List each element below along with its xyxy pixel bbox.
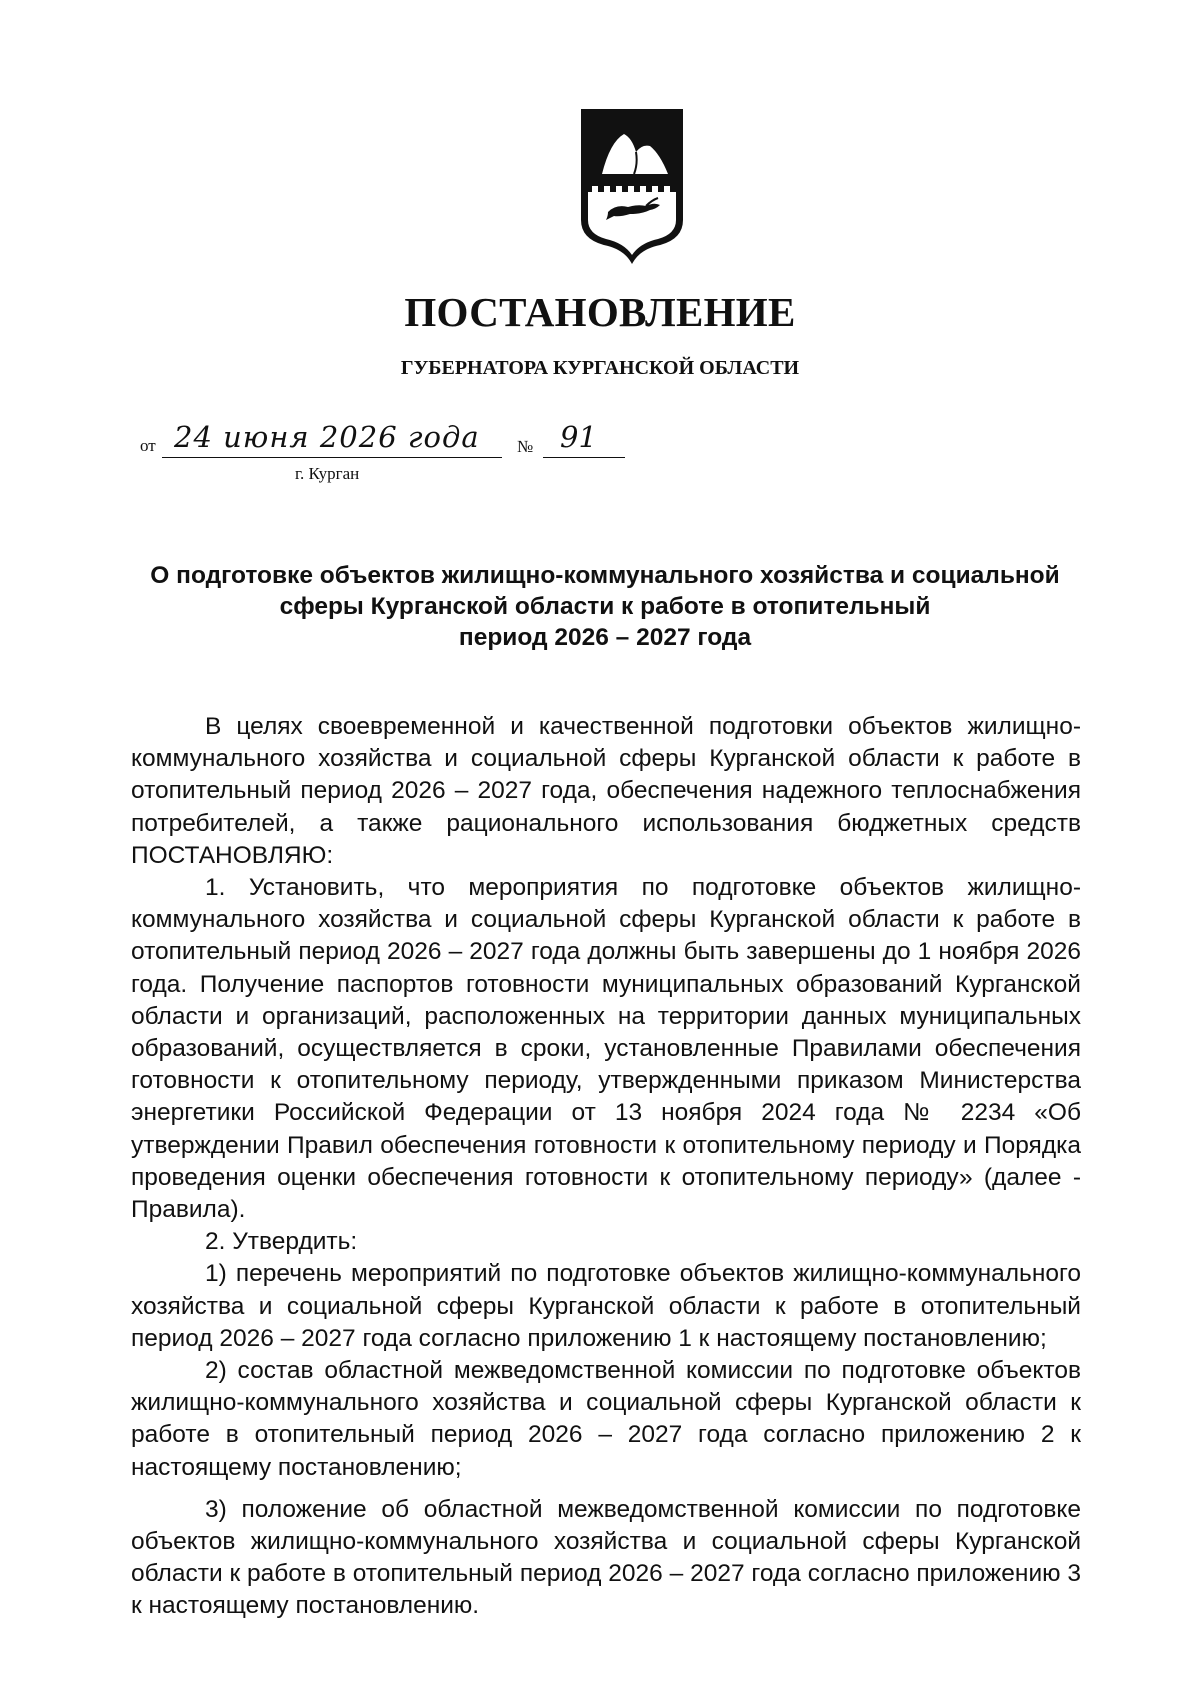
document-issuer: ГУБЕРНАТОРА КУРГАНСКОЙ ОБЛАСТИ (400, 357, 800, 379)
number-label: № (517, 437, 534, 456)
coat-of-arms-icon (580, 108, 684, 264)
number-underline (543, 457, 625, 458)
clause-1-paragraph: 1. Установить, что мероприятия по подготовке объектов жилищно-коммунального хозяйства и социальной сферы Курганской области к работе в отопительный период 2026 – 2027 года должны быть завершены до 1 ноября 2026 года. Получение паспортов готовности муниципальных образований Курганской области и организаций, расположенных на территории данных муниципальных образований, осуществляется в сроки, установленные Правилами обеспечения готовности к отопительному периоду, утвержденными приказом Министерства энергетики Российской Федерации от 13 ноября 2024 года № 2234 «Об утверждении Правил обеспечения готовности к отопительному периоду и Порядка проведения оценки обеспечения готовности к отопительному периоду» (далее - Правила). (131, 874, 1081, 1224)
document-subject (130, 560, 1080, 653)
handwritten-date: 24 июня 2026 года (174, 420, 480, 454)
clause-2-item-2: 2) состав областной межведомственной комиссии по подготовке объектов жилищно-коммунального хозяйства и социальной сферы Курганской области к работе в отопительный период 2026 – 2027 года согласно приложению 2 к настоящему постановлению; (131, 1357, 1081, 1481)
preamble-paragraph: В целях своевременной и качественной подготовки объектов жилищно-коммунального хозяйства и социальной сферы Курганской области к работе в отопительный период 2026 – 2027 года, обеспечения надежного теплоснабжения потребителей, а также рационального использования бюджетных средств ПОСТАНОВЛЯЮ: (131, 713, 1081, 869)
date-prefix: от (140, 436, 156, 455)
clause-2-item-3: 3) положение об областной межведомственной комиссии по подготовке объектов жилищно-коммунального хозяйства и социальной сферы Курганской области к работе в отопительный период 2026 – 2027 года согласно приложению 3 к настоящему постановлению. (131, 1495, 1081, 1620)
clause-2-paragraph: 2. Утвердить: (205, 1228, 358, 1256)
date-underline (162, 457, 502, 458)
clause-2-item-1: 1) перечень мероприятий по подготовке объектов жилищно-коммунального хозяйства и социальной сферы Курганской области к работе в отопительный период 2026 – 2027 года согласно приложению 1 к настоящему постановлению; (131, 1260, 1081, 1352)
subject-line: О подготовке объектов жилищно-коммунального хозяйства и социальной (150, 562, 1060, 589)
date-number-line (140, 420, 660, 490)
subject-line: сферы Курганской области к работе в отопительный (279, 593, 931, 620)
document-body (131, 711, 1081, 1623)
handwritten-number: 91 (560, 420, 597, 454)
document-title: ПОСТАНОВЛЕНИЕ (404, 289, 796, 335)
city-label: г. Курган (295, 464, 360, 483)
subject-line: период 2026 – 2027 года (458, 624, 752, 651)
